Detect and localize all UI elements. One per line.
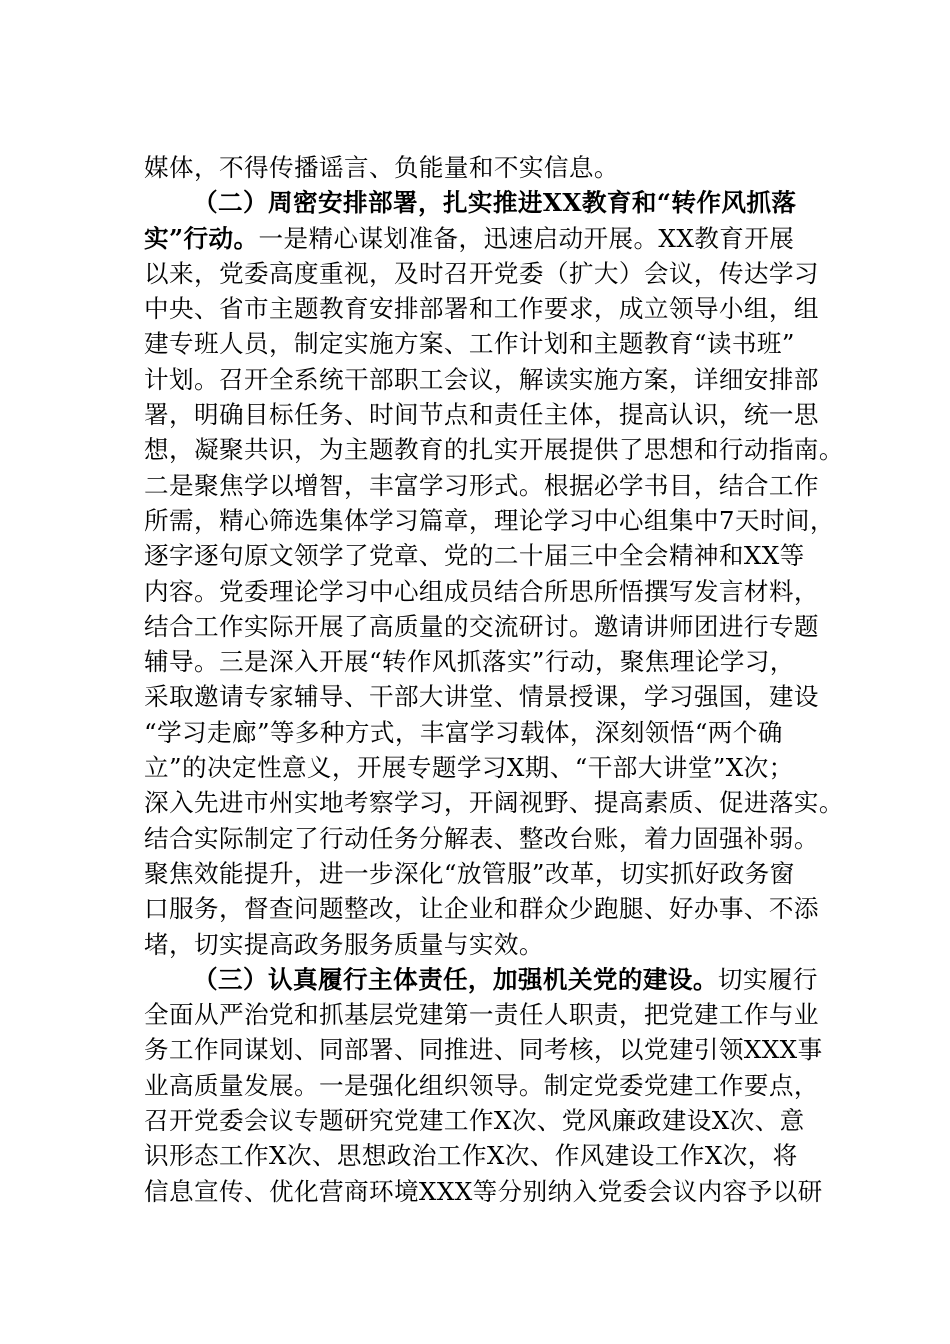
paragraph-continuation (144, 150, 844, 185)
text-run: 内容。党委理论学习中心组成员结合所思所悟撰写发言材料， (144, 576, 819, 606)
text-run: 立”的决定性意义，开展专题学习X期、“干部大讲堂”X次； (144, 753, 794, 783)
text-run: 辅导。三是深入开展“转作风抓落实”行动，聚焦理论学习， (144, 647, 795, 677)
text-run: 切实履行 (717, 964, 818, 994)
text-line (144, 891, 844, 926)
text-run: 逐字逐句原文领学了党章、党的二十届三中全会精神和XX等 (144, 541, 805, 571)
text-line (144, 856, 844, 891)
text-run: 务工作同谋划、同部署、同推进、同考核，以党建引领XXX事 (144, 1035, 823, 1065)
text-run: 采取邀请专家辅导、干部大讲堂、情景授课，学习强国，建设 (144, 682, 819, 712)
body-text (144, 150, 844, 1209)
text-line (144, 679, 844, 714)
text-run: 深入先进市州实地考察学习，开阔视野、提高素质、促进落实。 (144, 788, 844, 818)
paragraph-section-2 (144, 185, 844, 962)
text-run: 署，明确目标任务、时间节点和责任主体，提高认识，统一思 (144, 400, 819, 430)
text-run: 聚焦效能提升，进一步深化“放管服”改革，切实抓好政务窗 (144, 858, 795, 888)
text-run: 业高质量发展。一是强化组织领导。制定党委党建工作要点， (144, 1070, 819, 1100)
text-line (144, 962, 844, 997)
text-line (144, 256, 844, 291)
text-line (144, 821, 844, 856)
text-run: 结合实际制定了行动任务分解表、整改台账，着力固强补弱。 (144, 823, 819, 853)
text-run: 口服务，督查问题整改，让企业和群众少跑腿、好办事、不添 (144, 894, 819, 924)
text-run: 全面从严治党和抓基层党建第一责任人职责，把党建工作与业 (144, 1000, 819, 1030)
text-line (144, 503, 844, 538)
text-line (144, 644, 844, 679)
text-line (144, 221, 844, 256)
text-line (144, 326, 844, 361)
section-heading: 实”行动。 (144, 223, 259, 253)
text-line (144, 291, 844, 326)
text-line (144, 362, 844, 397)
text-line (144, 715, 844, 750)
text-run: 计划。召开全系统干部职工会议，解读实施方案，详细安排部 (144, 364, 819, 394)
text-line (144, 185, 844, 220)
text-line (144, 1103, 844, 1138)
text-line (144, 538, 844, 573)
text-line (144, 1068, 844, 1103)
text-line (144, 1032, 844, 1067)
text-line (144, 997, 844, 1032)
text-line (144, 750, 844, 785)
text-line (144, 927, 844, 962)
text-run: 以来，党委高度重视，及时召开党委（扩大）会议，传达学习 (144, 258, 819, 288)
text-run: 堵，切实提高政务服务质量与实效。 (144, 929, 544, 959)
text-line (144, 609, 844, 644)
text-run: 召开党委会议专题研究党建工作X次、党风廉政建设X次、意 (144, 1106, 805, 1136)
text-run: 信息宣传、优化营商环境XXX等分别纳入党委会议内容予以研 (144, 1176, 823, 1206)
section-heading: （二）周密安排部署，扎实推进XX教育和“转作风抓落 (193, 188, 797, 218)
text-line (144, 574, 844, 609)
text-line (144, 468, 844, 503)
text-run: 想，凝聚共识，为主题教育的扎实开展提供了思想和行动指南。 (144, 435, 844, 465)
text-line (144, 1174, 844, 1209)
text-run: “学习走廊”等多种方式，丰富学习载体，深刻领悟“两个确 (144, 717, 783, 747)
text-line (144, 785, 844, 820)
text-line (144, 432, 844, 467)
text-line (144, 1138, 844, 1173)
text-run: 媒体，不得传播谣言、负能量和不实信息。 (144, 153, 619, 182)
text-run: 识形态工作X次、思想政治工作X次、作风建设工作X次，将 (144, 1141, 798, 1171)
paragraph-section-3 (144, 962, 844, 1209)
text-run: 一是精心谋划准备，迅速启动开展。XX教育开展 (258, 223, 795, 253)
text-run: 结合工作实际开展了高质量的交流研讨。邀请讲师团进行专题 (144, 611, 819, 641)
section-heading: （三）认真履行主体责任，加强机关党的建设。 (193, 964, 718, 994)
text-run: 建专班人员，制定实施方案、工作计划和主题教育“读书班” (144, 329, 795, 359)
text-run: 所需，精心筛选集体学习篇章，理论学习中心组集中7天时间， (144, 505, 835, 535)
text-run: 二是聚焦学以增智，丰富学习形式。根据必学书目，结合工作 (144, 470, 819, 500)
text-run: 中央、省市主题教育安排部署和工作要求，成立领导小组，组 (144, 294, 819, 324)
text-line (144, 397, 844, 432)
text-line (144, 150, 844, 185)
